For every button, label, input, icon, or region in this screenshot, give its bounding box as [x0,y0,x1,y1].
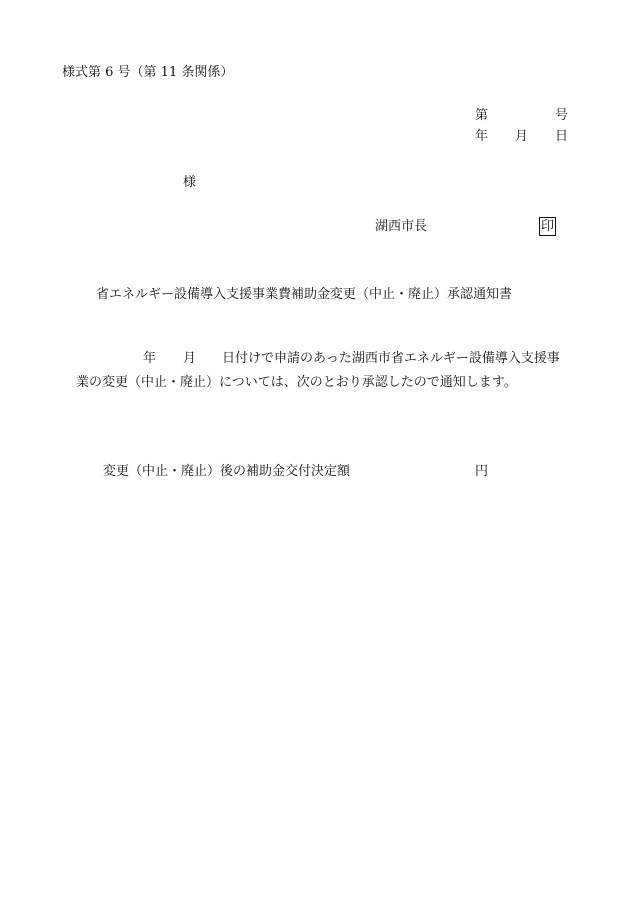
date-year-label: 年 [475,129,489,144]
form-number: 様式第 6 号（第 11 条関係） [62,65,234,80]
document-title: 省エネルギー設備導入支援事業費補助金変更（中止・廃止）承認通知書 [96,287,513,302]
document-number-label: 第 [475,108,489,123]
date-day-label: 日 [555,129,569,144]
grant-amount-label: 変更（中止・廃止）後の補助金交付決定額 [103,464,351,479]
document-number-suffix: 号 [555,108,569,123]
grant-amount-unit: 円 [475,464,489,479]
addressee-honorific: 様 [183,175,197,190]
issuer-name: 湖西市長 [375,219,428,234]
date-month-label: 月 [515,129,529,144]
body-text-line-2: 業の変更（中止・廃止）については、次のとおり承認したので通知します。 [76,375,517,390]
body-year-label: 年 [143,351,157,366]
body-text-line-1: 日付けで申請のあった湖西市省エネルギー設備導入支援事 [222,351,560,366]
seal-mark: 印 [541,219,555,234]
body-month-label: 月 [183,351,197,366]
